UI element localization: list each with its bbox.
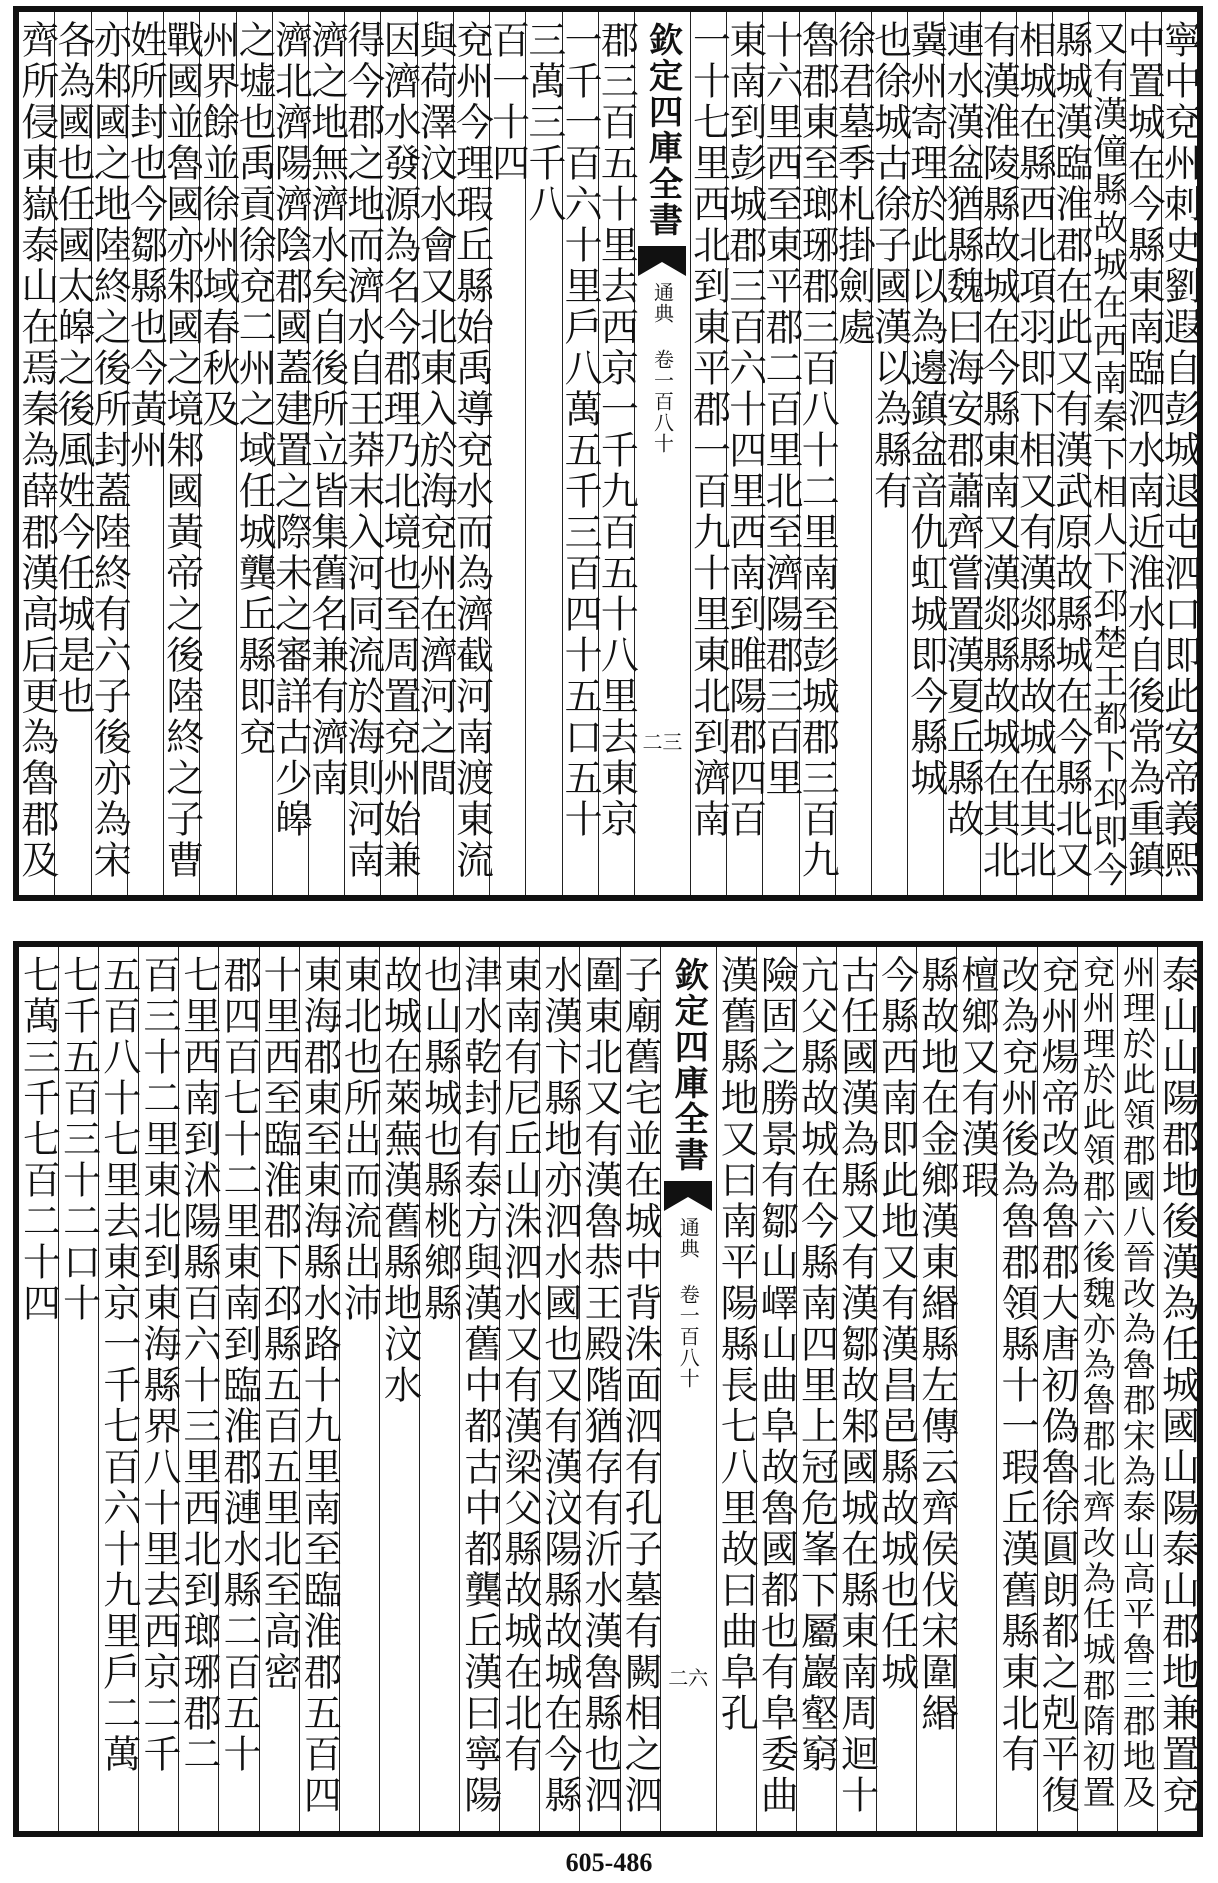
- column-text: 濟北濟陽濟陰郡國蓋建置之際未之審詳古少皞: [268, 20, 313, 840]
- text-column: [123, 12, 168, 895]
- column-text: 圍東北又有漢魯恭王殿階猶存有沂水漢魯縣也泗: [578, 955, 623, 1816]
- column-text: 濟之地無濟水矣自後所立皆集舊名兼有濟南: [304, 20, 349, 799]
- center-margin: [660, 947, 716, 1831]
- column-text: 之墟也禹貢徐兗二州之域任城龔丘縣即兗: [232, 20, 277, 758]
- leaf-number: 二三: [642, 730, 683, 754]
- column-text: 今縣西南即此地又有漢昌邑縣故城也任城: [874, 955, 919, 1693]
- text-column: [337, 947, 382, 1831]
- text-column: [14, 12, 59, 895]
- column-text: 有漢淮陵縣故城在今縣東南又漢郯縣故城在其北: [976, 20, 1021, 881]
- column-text: 東北也所出而流出沛: [337, 955, 382, 1324]
- column-text: 兗州煬帝改為魯郡大唐初偽魯徐圓朗都之剋平復: [1035, 955, 1080, 1816]
- column-text: 亦邾國之地陸終之後所封蓋陸終有六子後亦為宋: [87, 20, 132, 881]
- text-column: [754, 947, 799, 1831]
- text-column: [594, 12, 639, 895]
- text-column: [795, 12, 840, 895]
- text-column: [1155, 947, 1200, 1831]
- text-column: [834, 947, 879, 1831]
- text-column: [874, 947, 919, 1831]
- text-column: [1121, 12, 1166, 895]
- column-text: 東海郡東至東海縣水路十九里南至臨淮郡五百四: [297, 955, 342, 1816]
- column-text: 戰國並魯國亦邾國之境邾國黃帝之後陸終之子曹: [159, 20, 204, 881]
- text-column: [976, 12, 1021, 895]
- volume-label: 通典 卷一百八十: [650, 282, 675, 454]
- text-column: [159, 12, 204, 895]
- text-column: [1077, 947, 1117, 1831]
- column-text: 中置城在今縣東南臨泗水南近淮水自後常為重鎮: [1121, 20, 1166, 881]
- text-column: [297, 947, 342, 1831]
- column-text: 漢舊縣地又曰南平陽縣長七八里故曰曲阜孔: [714, 955, 759, 1734]
- column-text: 七千五百三十二口十: [56, 955, 101, 1324]
- volume-label: 通典 卷一百八十: [676, 1217, 701, 1389]
- text-column: [1117, 947, 1157, 1831]
- column-text: 檀鄉又有漢瑕: [954, 955, 999, 1201]
- text-column: [195, 12, 240, 895]
- text-column: [87, 12, 132, 895]
- text-column: [232, 12, 277, 895]
- text-column: [136, 947, 181, 1831]
- lower-page: [13, 941, 1203, 1837]
- text-column: [722, 12, 767, 895]
- column-text: 子廟舊宅並在城中背洙面泗有孔子墓有闕相之泗: [618, 955, 663, 1816]
- text-column: [995, 947, 1039, 1831]
- column-text: 津水乾封有泰方與漢舊中都古中都龔丘漢曰寧陽: [457, 955, 502, 1816]
- center-margin: [634, 12, 690, 895]
- text-column: [1012, 12, 1057, 895]
- column-text: 與荷澤汶水會又北東入於海兗州在濟河之間: [413, 20, 458, 799]
- text-column: [794, 947, 839, 1831]
- text-column: [686, 12, 731, 895]
- text-column: [954, 947, 999, 1831]
- column-text: 連水漢盆猶縣魏曰海安郡蕭齊嘗置漢夏丘縣故: [940, 20, 985, 840]
- column-text: 寧中兗州刺史劉遐自彭城退屯泗口即此安帝義熙: [1157, 20, 1202, 881]
- text-column: [413, 12, 458, 895]
- column-text: 郡四百七十二里東南到臨淮郡漣水縣二百五十: [217, 955, 262, 1775]
- text-column: [903, 12, 948, 895]
- column-text: 也徐城古徐子國漢以為縣有: [867, 20, 912, 512]
- text-column: [1048, 12, 1093, 895]
- column-text: 冀州寄理於此以為邊鎮盆音仇虹城即今縣城: [903, 20, 948, 799]
- leaf-number: 二六: [668, 1666, 709, 1690]
- text-column: [56, 947, 101, 1831]
- text-column: [1157, 12, 1202, 895]
- text-column: [485, 12, 530, 895]
- column-text: 郡三百五十里去西京一千九百五十八里去東京: [594, 20, 639, 840]
- column-text: 百三十二里東北到東海縣界八十里去西京二千: [136, 955, 181, 1775]
- column-text: 一十七里西北到東平郡一百九十里東北到濟南: [686, 20, 731, 840]
- text-column: [96, 947, 141, 1831]
- column-text: 州理於此領郡國八晉改為魯郡宋為泰山高平魯三郡地及: [1117, 955, 1157, 1811]
- column-text: 又有漢僮縣故城在西南秦下相人下邳楚王都下邳即今: [1087, 20, 1128, 890]
- text-column: [497, 947, 542, 1831]
- upper-page: [13, 6, 1203, 901]
- column-text: 姓所封也今鄒縣也今黃州: [123, 20, 168, 471]
- column-text: 縣故地在金鄉漢東緡縣左傳云齊侯伐宋圍緡: [914, 955, 959, 1734]
- text-column: [758, 12, 803, 895]
- text-column: [1087, 12, 1128, 895]
- column-text: 相城在縣西北項羽即下相又有漢郯縣故城在其北: [1012, 20, 1057, 881]
- column-text: 險固之勝景有鄒山嶧山曲阜故魯國都也有阜委曲: [754, 955, 799, 1816]
- column-text: 縣城漢臨淮郡在此又有漢武原故縣城在今縣北又: [1048, 20, 1093, 881]
- column-text: 徐君墓季札掛劍處: [831, 20, 876, 348]
- column-text: 也山縣城也縣桃鄉縣: [417, 955, 462, 1324]
- column-text: 十六里西至東平郡二百里北至濟陽郡三百里: [758, 20, 803, 799]
- column-text: 東南到彭城郡三百六十四里西南到睢陽郡四百: [722, 20, 767, 840]
- column-text: 百一十四: [485, 20, 530, 184]
- column-text: 十里西至臨淮郡下邳縣五百五里北至高密: [257, 955, 302, 1693]
- text-column: [176, 947, 221, 1831]
- text-column: [51, 12, 96, 895]
- text-column: [340, 12, 385, 895]
- book-title: 欽定四庫全書: [668, 957, 709, 1173]
- column-text: 一千一百六十里戶八萬五千三百四十五口五十: [558, 20, 603, 840]
- column-text: 州界餘並徐州域春秋及: [195, 20, 240, 430]
- column-text: 兗州今理瑕丘縣始禹導兗水而為濟截河南渡東流: [449, 20, 494, 881]
- column-text: 古任國漢為縣又有漢鄒故邾國城在縣東南周迴十: [834, 955, 879, 1816]
- text-column: [417, 947, 462, 1831]
- fishtail-mark-icon: [638, 246, 686, 276]
- text-column: [257, 947, 302, 1831]
- column-text: 改為兗州後為魯郡領縣十一瑕丘漢舊縣東北有: [995, 955, 1039, 1775]
- upper-page-columns: [14, 12, 1202, 895]
- text-column: [867, 12, 912, 895]
- lower-page-columns: [16, 947, 1200, 1831]
- column-text: 齊所侵東嶽泰山在焉秦為薛郡漢高后更為魯郡及: [14, 20, 59, 881]
- column-text: 亢父縣故城在今縣南四里上冠危峯下屬巖壑窮: [794, 955, 839, 1775]
- page-number: 605-486: [565, 1848, 653, 1877]
- text-column: [940, 12, 985, 895]
- text-column: [457, 947, 502, 1831]
- column-text: 得今郡之地而濟水自王莽末入河同流於海則河南: [340, 20, 385, 881]
- text-column: [1035, 947, 1080, 1831]
- column-text: 兗州理於此領郡六後魏亦為魯郡北齊改為任城郡隋初置: [1077, 955, 1117, 1811]
- column-text: 七里西南到沭陽縣百六十三里西北到瑯琊郡二: [176, 955, 221, 1775]
- text-column: [714, 947, 759, 1831]
- column-text: 故城在萊蕪漢舊縣地汶水: [377, 955, 422, 1406]
- text-column: [268, 12, 313, 895]
- text-column: [449, 12, 494, 895]
- text-column: [618, 947, 663, 1831]
- column-text: 魯郡東至瑯琊郡三百八十二里南至彭城郡三百九: [795, 20, 840, 881]
- column-text: 各為國也任國太皞之後風姓今任城是也: [51, 20, 96, 717]
- text-column: [914, 947, 959, 1831]
- text-column: [578, 947, 623, 1831]
- text-column: [217, 947, 262, 1831]
- column-text: 七萬三千七百二十四: [16, 955, 61, 1324]
- text-column: [537, 947, 582, 1831]
- fishtail-mark-icon: [664, 1181, 712, 1211]
- column-text: 泰山山陽郡地後漢為任城國山陽泰山郡地兼置兗: [1155, 955, 1200, 1816]
- text-column: [521, 12, 566, 895]
- book-title: 欽定四庫全書: [642, 22, 683, 238]
- text-column: [831, 12, 876, 895]
- column-text: 東南有尼丘山洙泗水又有漢梁父縣故城在北有: [497, 955, 542, 1775]
- text-column: [377, 947, 422, 1831]
- column-text: 水漢卞縣地亦泗水國也又有漢汶陽縣故城在今縣: [537, 955, 582, 1816]
- column-text: 五百八十七里去東京一千七百六十九里戶二萬: [96, 955, 141, 1775]
- text-column: [304, 12, 349, 895]
- text-column: [377, 12, 422, 895]
- text-column: [16, 947, 61, 1831]
- column-text: 三萬三千八: [521, 20, 566, 225]
- column-text: 因濟水發源為名今郡理乃北境也至周置兗州始兼: [377, 20, 422, 881]
- text-column: [558, 12, 603, 895]
